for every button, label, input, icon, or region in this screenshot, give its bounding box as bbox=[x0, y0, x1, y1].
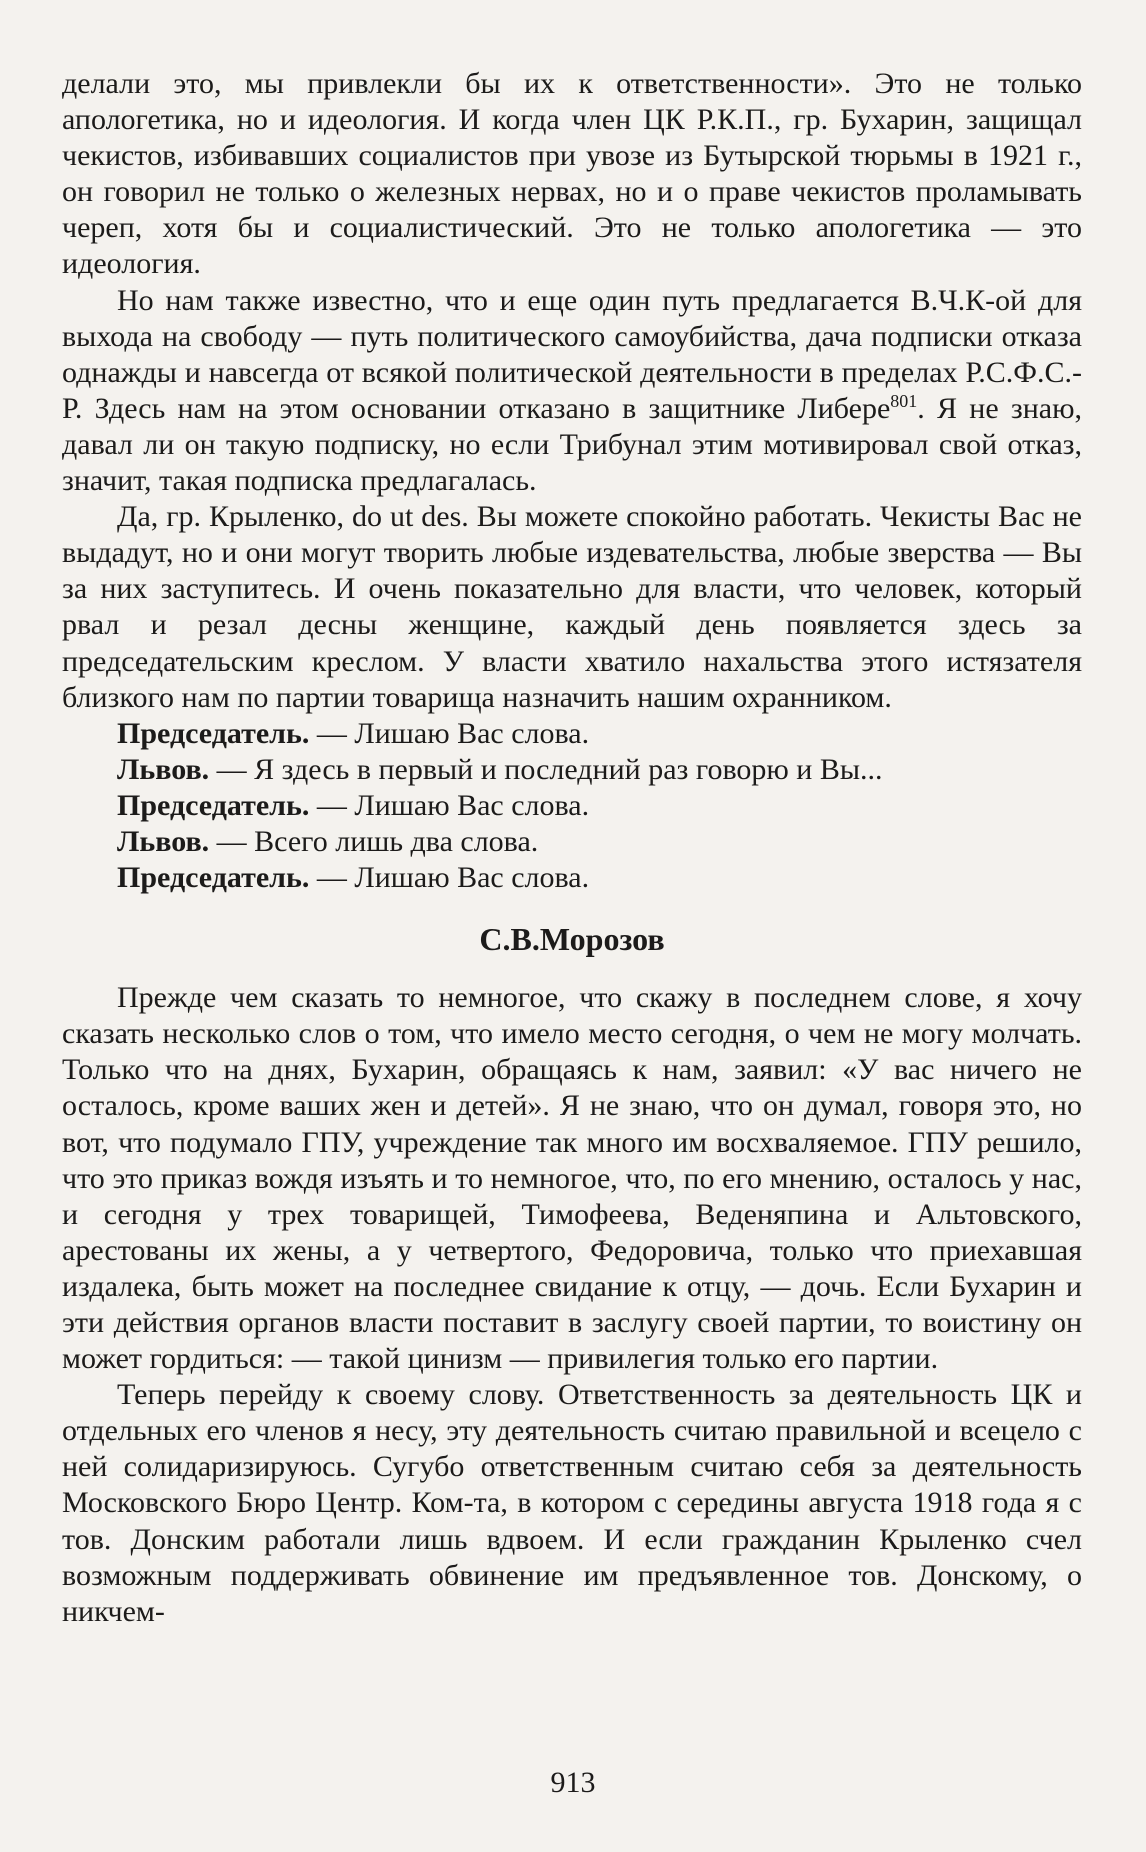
dialogue-line bbox=[62, 752, 1082, 788]
paragraph: Теперь перейду к своему слову. Ответственность за деятельность ЦК и отдельных его членов я несу, эту деятельность считаю правильной и всецело с ней солидаризируюсь. Сугубо ответственным считаю себя за деятельность Московского Бюро Центр. Ком-та, в котором с середины августа 1918 года я с тов. Донским работали лишь вдвоем. И если гражданин Крыленко счел возможным поддерживать обвинение им предъявленное тов. Донскому, о никчем- bbox=[62, 1378, 1082, 1628]
paragraph: Прежде чем сказать то немногое, что скажу в последнем слове, я хочу сказать несколько слов о том, что имело место сегодня, о чем не могу молчать. Только что на днях, Бухарин, обращаясь к нам, заявил: «У вас ничего не осталось, кроме ваших жен и детей». Я не знаю, что он думал, говоря это, но вот, что подумало ГПУ, учреждение так много им восхваляемое. ГПУ решило, что это приказ вождя изъять и то немногое, что, по его мнению, осталось у нас, и сегодня у трех товарищей, Тимофеева, Веденяпина и Альтовского, арестованы их жены, а у четвертого, Федоровича, только что приехавшая издалека, быть может на последнее свидание к отцу, — дочь. Если Бухарин и эти действия органов власти поставит в заслугу своей партии, то воистину он может гордиться: — такой цинизм — привилегия только его партии. bbox=[62, 981, 1082, 1376]
dialogue-line bbox=[62, 824, 1082, 860]
speech-text: — Лишаю Вас слова. bbox=[309, 861, 590, 895]
speaker: Львов. bbox=[117, 824, 210, 858]
speaker: Председатель. bbox=[117, 788, 310, 822]
speech-text: — Всего лишь два слова. bbox=[209, 824, 539, 858]
speech-text: — Лишаю Вас слова. bbox=[309, 716, 590, 750]
section-heading: С.В.Морозов bbox=[479, 921, 665, 958]
paragraph-text: . Я не знаю, давал ли он такую подписку, но если Трибунал этим мотивировал свой отказ, значит, такая подписка предлагалась. bbox=[62, 391, 1082, 498]
footnote-ref: 801 bbox=[890, 390, 918, 411]
speech-text: — Я здесь в первый и последний раз говорю и Вы... bbox=[209, 752, 883, 786]
paragraph bbox=[62, 283, 1082, 500]
speech-text: — Лишаю Вас слова. bbox=[309, 788, 590, 822]
dialogue-line bbox=[62, 788, 1082, 824]
speaker: Львов. bbox=[117, 752, 210, 786]
paragraph: Да, гр. Крыленко, do ut des. Вы можете спокойно работать. Чекисты Вас не выдадут, но и они могут творить любые издевательства, любые зверства — Вы за них заступитесь. И очень показательно для власти, что человек, который рвал и резал десны женщине, каждый день появляется здесь за председательским креслом. У власти хватило нахальства этого истязателя близкого нам по партии товарища назначить нашим охранником. bbox=[62, 500, 1082, 714]
speaker: Председатель. bbox=[117, 861, 310, 895]
paragraph: делали это, мы привлекли бы их к ответственности». Это не только апологетика, но и идеология. И когда член ЦК Р.К.П., гр. Бухарин, защищал чекистов, избивавших социалистов при увозе из Бутырской тюрьмы в 1921 г., он говорил не только о железных нервах, но и о праве чекистов проламывать череп, хотя бы и социалистический. Это не только апологетика — это идеология. bbox=[62, 67, 1082, 281]
paragraph-text: Но нам также известно, что и еще один путь предлагается В.Ч.К-ой для выхода на свободу — путь политического самоубийства, дача подписки отказа однажды и навсегда от всякой политической деятельности в пределах Р.С.Ф.С.-Р. Здесь нам на этом основании отказано в защитнике Либере bbox=[62, 283, 1082, 425]
page-number: 913 bbox=[550, 1766, 596, 1799]
dialogue-line bbox=[62, 860, 1082, 896]
text-body bbox=[62, 66, 1082, 1630]
speaker: Председатель. bbox=[117, 716, 310, 750]
dialogue-line bbox=[62, 716, 1082, 752]
